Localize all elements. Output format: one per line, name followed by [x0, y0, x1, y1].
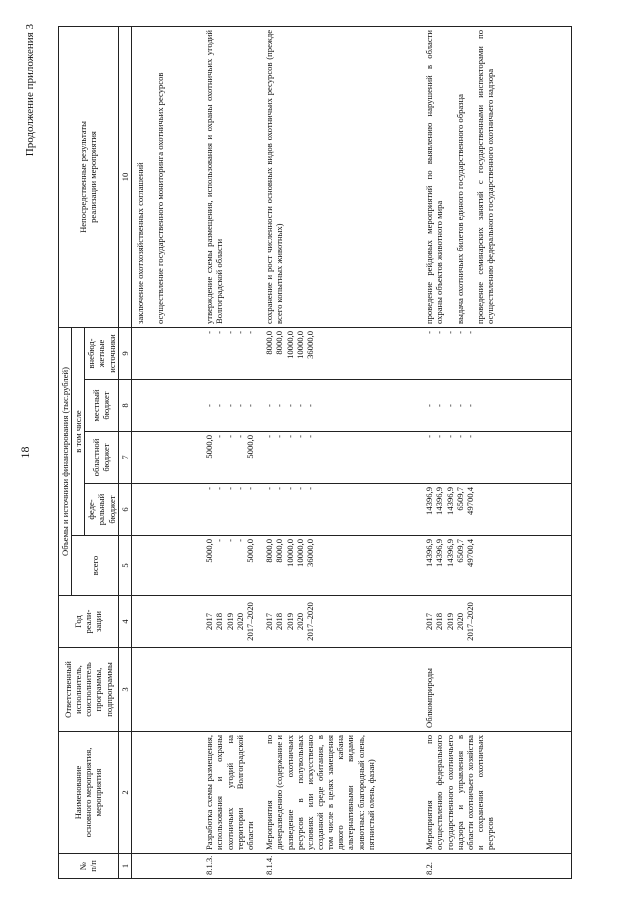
row-value: - — [294, 435, 305, 438]
header-line: бюджет — [106, 495, 117, 524]
row-value: 14396,9 — [434, 539, 445, 567]
row-regional — [201, 432, 261, 484]
row-value: 14396,9 — [434, 487, 445, 515]
row-value: 10000,0 — [294, 330, 305, 359]
row-value: 8000,0 — [264, 539, 275, 563]
column-number: 9 — [118, 327, 131, 379]
header-line: соисполнитель — [83, 662, 94, 717]
column-number: 6 — [118, 484, 131, 536]
row-value: - — [454, 435, 465, 438]
header-line: бюджет — [101, 443, 112, 472]
column-number: 1 — [118, 854, 131, 879]
column-number: 7 — [118, 432, 131, 484]
row-value: 14396,9 — [444, 487, 455, 515]
header-line: внебюд- — [86, 338, 97, 369]
row-regional — [421, 432, 571, 484]
header-including — [72, 327, 85, 535]
row-federal — [261, 484, 421, 536]
row-local — [421, 380, 571, 432]
header-federal — [85, 484, 118, 536]
row-value: - — [424, 404, 435, 407]
result-item: сохранение и рост численности основных видов охотничьих ресурсов (прежде всего копытных животных) — [264, 29, 285, 324]
column-number: 2 — [118, 732, 131, 854]
row-value: - — [284, 487, 295, 490]
header-line: основного мероприятия, — [83, 747, 94, 838]
row-value: 6509,7 — [454, 487, 465, 511]
table-row — [261, 26, 421, 878]
row-value: 2019 — [284, 612, 295, 631]
row-federal — [201, 484, 261, 536]
row-value: 14396,9 — [444, 539, 455, 567]
row-value: 2018 — [434, 612, 445, 631]
row-name: Мероприятия по дичеразведению (содержание и разведение охотничьих ресурсов в полувольных условиях или искусственно созданной среде обитания, в том числе в целях замещения дикого кабана альтернативными видами животных: благородный олень, пятнистый олень, фазан) — [261, 732, 421, 854]
row-extra — [421, 327, 571, 379]
row-years — [261, 596, 421, 648]
row-value: 5000,0 — [244, 435, 255, 459]
row-value: - — [224, 404, 235, 407]
header-extra — [85, 327, 118, 379]
row-value: - — [434, 435, 445, 438]
row-value: - — [284, 435, 295, 438]
row-value: - — [214, 539, 225, 542]
row-value: 8000,0 — [274, 539, 285, 563]
result-item: утверждение схемы размещения, использования и охраны охотничьих угодий Волгоградской области — [204, 29, 225, 324]
row-executor: Облкомприроды — [421, 648, 571, 732]
row-value: - — [214, 330, 225, 334]
header-line: Объемы и источники финансирования (тыс.рублей) — [60, 367, 70, 556]
row-local — [131, 380, 201, 432]
row-value: - — [304, 435, 315, 438]
row-value: 8000,0 — [264, 330, 275, 355]
row-years — [421, 596, 571, 648]
row-name: Разработка схемы размещения, использования и охраны охотничьих угодий на территории Волгоградской области — [201, 732, 261, 854]
column-number-row — [118, 26, 131, 878]
row-value: - — [244, 330, 255, 334]
row-value: - — [244, 404, 255, 407]
result-item: осуществление государственного мониторинга охотничьих ресурсов — [154, 72, 165, 324]
row-value: 2017 — [264, 612, 275, 631]
column-number: 8 — [118, 380, 131, 432]
row-results — [421, 26, 571, 327]
row-total — [201, 536, 261, 596]
row-value: - — [444, 435, 455, 438]
header-line: жетные — [96, 339, 107, 368]
row-value: 5000,0 — [204, 539, 215, 563]
column-number: 4 — [118, 596, 131, 648]
row-executor — [131, 648, 201, 732]
header-executor — [59, 648, 119, 732]
row-value: - — [424, 435, 435, 438]
header-local — [85, 380, 118, 432]
header-line: подпрограммы — [103, 662, 114, 717]
row-name: Мероприятия по осуществлению федерального государственного охотничьего надзора и управления в области охотничьего хозяйства и сохранения охотничьих ресурсов — [421, 732, 571, 854]
row-extra — [131, 327, 201, 379]
row-value: 2017 — [204, 612, 215, 631]
row-value: - — [304, 487, 315, 490]
row-value: - — [264, 435, 275, 438]
row-value: - — [234, 435, 245, 438]
row-extra — [261, 327, 421, 379]
row-value: 2017–2020 — [244, 602, 255, 641]
row-value: 10000,0 — [284, 539, 295, 567]
header-year — [59, 596, 119, 648]
row-value: 2020 — [294, 612, 305, 631]
row-value: - — [214, 435, 225, 438]
row-value: - — [274, 487, 285, 490]
row-regional — [131, 432, 201, 484]
header-line: ральный — [96, 493, 107, 526]
header-line: зации — [93, 611, 104, 633]
row-value: 2017–2020 — [464, 602, 475, 641]
row-value: - — [274, 404, 285, 407]
header-no — [59, 854, 119, 879]
row-regional — [261, 432, 421, 484]
header-name — [59, 732, 119, 854]
row-value: - — [234, 330, 245, 334]
column-number: 5 — [118, 536, 131, 596]
row-value: - — [204, 404, 215, 407]
header-line: источники — [106, 334, 117, 373]
row-value: 5000,0 — [204, 435, 215, 459]
row-value: - — [244, 487, 255, 490]
row-value: - — [444, 330, 455, 334]
row-local — [201, 380, 261, 432]
header-line: мероприятия — [93, 768, 104, 817]
row-value: 2017 — [424, 612, 435, 631]
column-number: 10 — [118, 26, 131, 327]
row-total — [421, 536, 571, 596]
header-results — [59, 26, 119, 327]
header-total — [72, 536, 119, 596]
row-value: 2020 — [234, 612, 245, 631]
row-years — [201, 596, 261, 648]
header-line: всего — [89, 555, 100, 576]
row-value: - — [434, 330, 445, 334]
row-extra — [201, 327, 261, 379]
result-item: заключение охотхозяйственных соглашений — [134, 162, 145, 324]
row-value: 10000,0 — [284, 330, 295, 359]
row-number — [131, 854, 201, 879]
row-years — [131, 596, 201, 648]
row-value: 2020 — [454, 612, 465, 631]
header-line: исполнитель, — [73, 665, 84, 714]
funding-table — [58, 26, 572, 879]
row-value: 2018 — [274, 612, 285, 631]
row-total — [131, 536, 201, 596]
row-value: - — [204, 487, 215, 490]
row-local — [261, 380, 421, 432]
row-executor — [261, 648, 421, 732]
row-federal — [131, 484, 201, 536]
header-line: № — [78, 861, 89, 871]
row-value: - — [464, 330, 475, 334]
row-value: 6509,7 — [454, 539, 465, 563]
row-value: - — [214, 487, 225, 490]
row-value: - — [444, 404, 455, 407]
row-results — [261, 26, 421, 327]
row-name — [131, 732, 201, 854]
header-line: реализации мероприятия — [88, 131, 99, 223]
row-value: - — [464, 435, 475, 438]
row-value: - — [234, 404, 245, 407]
result-item: проведение семинарских занятий с государственными инспекторами по осуществлению федерального государственного охотничьего надзора — [474, 29, 495, 324]
header-funding — [59, 327, 72, 595]
header-line: бюджет — [101, 391, 112, 420]
row-value: - — [434, 404, 445, 407]
row-value: 14396,9 — [424, 539, 435, 567]
header-line: феде- — [86, 499, 97, 520]
row-federal — [421, 484, 571, 536]
table-body — [131, 26, 571, 878]
row-value: - — [234, 487, 245, 490]
row-value: 8000,0 — [274, 330, 285, 355]
header-line: программы, — [93, 667, 104, 712]
continuation-label: Продолжение приложения 3 — [24, 24, 36, 157]
row-number: 8.1.4. — [261, 854, 421, 879]
row-value: - — [284, 404, 295, 407]
row-results — [201, 26, 261, 327]
row-value: 36000,0 — [304, 539, 315, 567]
header-line: реали- — [83, 609, 94, 634]
row-value: - — [424, 330, 435, 334]
header-line: Ответственный — [63, 661, 73, 718]
table-row — [131, 26, 201, 878]
row-value: 2018 — [214, 612, 225, 631]
result-item: выдача охотничьих билетов единого государственного образца — [454, 94, 465, 324]
result-item: проведение рейдовых мероприятий по выявлению нарушений в области охраны объектов животного мира — [424, 29, 445, 324]
row-value: - — [274, 435, 285, 438]
row-value: - — [464, 404, 475, 407]
header-line: п/п — [88, 860, 99, 872]
header-line: Наименование — [73, 765, 84, 820]
row-value: - — [224, 330, 235, 334]
row-value: 2019 — [224, 612, 235, 631]
row-value: 14396,9 — [424, 487, 435, 515]
row-value: - — [224, 539, 235, 542]
header-line: Год — [73, 615, 84, 628]
row-value: 10000,0 — [294, 539, 305, 567]
page-number: 18 — [18, 446, 32, 459]
header-line: Непосредственные результаты — [78, 121, 89, 233]
row-value: 2019 — [444, 612, 455, 631]
row-results — [131, 26, 201, 327]
row-value: - — [454, 404, 465, 407]
row-total — [261, 536, 421, 596]
table-row — [201, 26, 261, 878]
row-value: - — [204, 330, 215, 334]
header-line: в том числе — [73, 410, 84, 453]
row-value: - — [264, 487, 275, 490]
row-value: 49700,4 — [464, 539, 475, 567]
header-line: областной — [91, 438, 102, 477]
row-value: - — [294, 487, 305, 490]
header-regional — [85, 432, 118, 484]
row-value: - — [264, 404, 275, 407]
row-value: - — [294, 404, 305, 407]
row-value: - — [214, 404, 225, 407]
row-value: - — [234, 539, 245, 542]
header-line: местный — [91, 389, 102, 422]
row-value: - — [224, 435, 235, 438]
column-number: 3 — [118, 648, 131, 732]
row-value: 2017–2020 — [304, 602, 315, 641]
row-value: - — [454, 330, 465, 334]
table-row — [421, 26, 571, 878]
row-number: 8.2. — [421, 854, 571, 879]
row-value: 49700,4 — [464, 487, 475, 515]
header-row-1 — [59, 26, 72, 878]
row-executor — [201, 648, 261, 732]
row-value: - — [304, 404, 315, 407]
row-value: 36000,0 — [304, 330, 315, 359]
row-value: 5000,0 — [244, 539, 255, 563]
row-number: 8.1.3. — [201, 854, 261, 879]
row-value: - — [224, 487, 235, 490]
